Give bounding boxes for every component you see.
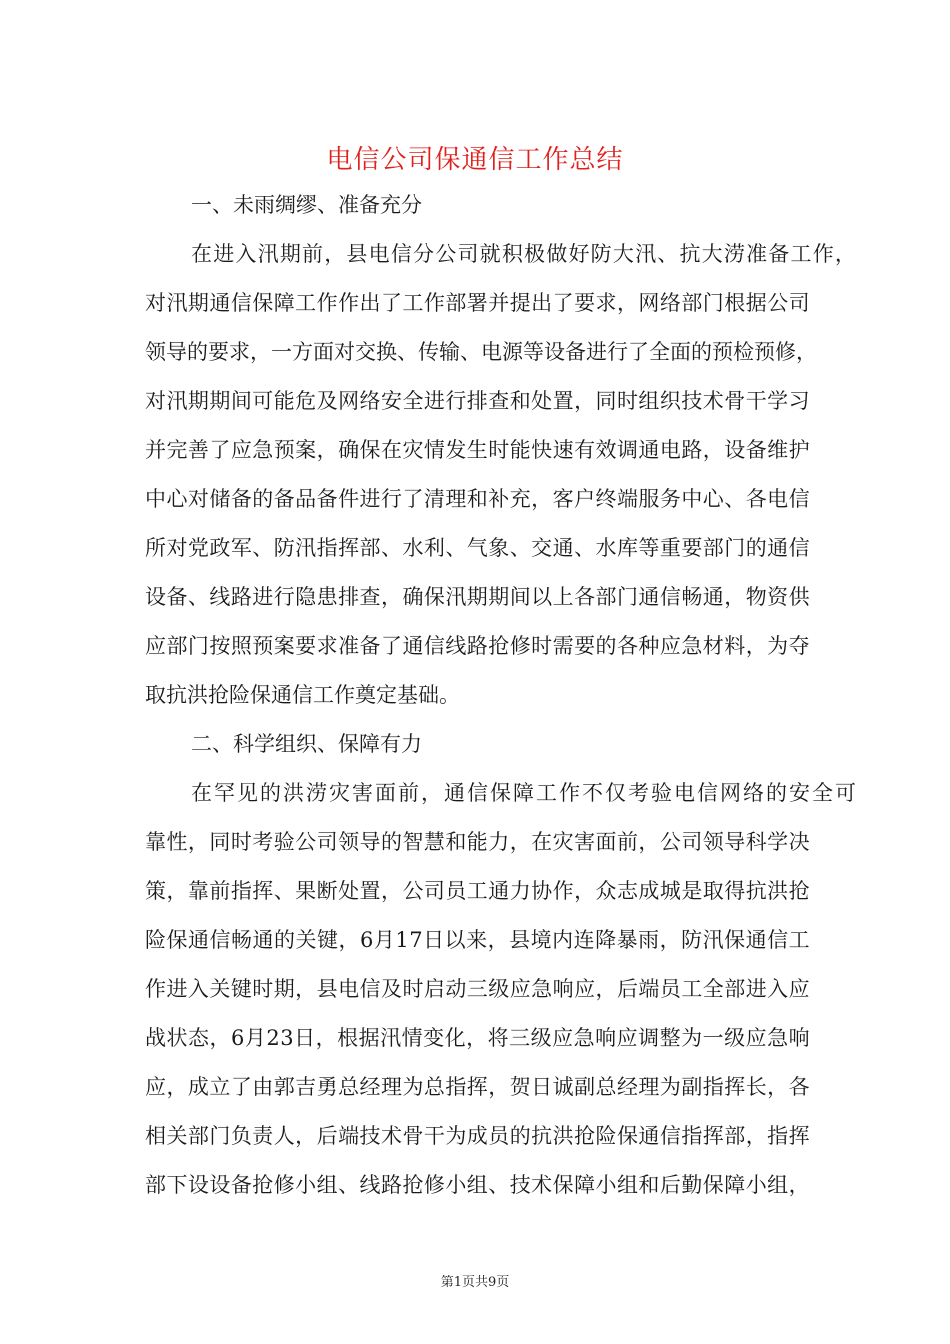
- section-heading-2: 二、科学组织、保障有力: [191, 732, 422, 756]
- page-footer: 第1页共9页: [440, 1275, 510, 1290]
- paragraph-line: 部 下 设 设 备 抢 修 小 组 、 线 路 抢 修 小 组 、 技 术 保 障 小 组 和 后 勤 保 障 小 组 ，: [145, 1173, 810, 1197]
- paragraph-line: 靠 性 ， 同 时 考 验 公 司 领 导 的 智 慧 和 能 力 ， 在 灾 害 面 前 ， 公 司 领 导 科 学 决: [145, 830, 810, 854]
- paragraph-line: 设 备 、 线 路 进 行 隐 患 排 查 ， 确 保 汛 期 期 间 以 上 各 部 门 通 信 畅 通 ， 物 资 供: [145, 585, 810, 609]
- paragraph-line: 在 进 入 汛 期 前 ， 县 电 信 分 公 司 就 积 极 做 好 防 大 汛 、 抗 大 涝 准 备 工 作 ，: [191, 242, 856, 266]
- section-heading-1: 一、未雨绸缪、准备充分: [191, 193, 422, 217]
- paragraph-line: 对 汛 期 期 间 可 能 危 及 网 络 安 全 进 行 排 查 和 处 置 ， 同 时 组 织 技 术 骨 干 学 习: [145, 389, 810, 413]
- paragraph-line: 中 心 对 储 备 的 备 品 备 件 进 行 了 清 理 和 补 充 ， 客 户 终 端 服 务 中 心 、 各 电 信: [145, 487, 810, 511]
- paragraph-line: 作 进 入 关 键 时 期 ， 县 电 信 及 时 启 动 三 级 应 急 响 应 ， 后 端 员 工 全 部 进 入 应: [145, 977, 810, 1001]
- paragraph-line: 所 对 党 政 军 、 防 汛 指 挥 部 、 水 利 、 气 象 、 交 通 、 水 库 等 重 要 部 门 的 通 信: [145, 536, 810, 560]
- paragraph-line: 取抗洪抢险保通信工作奠定基础。: [145, 683, 460, 707]
- paragraph-line: 在 罕 见 的 洪 涝 灾 害 面 前 ， 通 信 保 障 工 作 不 仅 考 验 电 信 网 络 的 安 全 可: [191, 781, 856, 805]
- paragraph-line: 应 ， 成 立 了 由 郭 吉 勇 总 经 理 为 总 指 挥 ， 贺 日 诚 副 总 经 理 为 副 指 挥 长 ， 各: [145, 1075, 810, 1099]
- paragraph-line: 险 保 通 信 畅 通 的 关 键 ， 6 月 1 7 日 以 来 ， 县 境 内 连 降 暴 雨 ， 防 汛 保 通 信 工: [145, 928, 810, 952]
- paragraph-line: 相 关 部 门 负 责 人 ， 后 端 技 术 骨 干 为 成 员 的 抗 洪 抢 险 保 通 信 指 挥 部 ， 指 挥: [145, 1124, 810, 1148]
- paragraph-line: 并 完 善 了 应 急 预 案 ， 确 保 在 灾 情 发 生 时 能 快 速 有 效 调 通 电 路 ， 设 备 维 护: [145, 438, 810, 462]
- paragraph-line: 对 汛 期 通 信 保 障 工 作 作 出 了 工 作 部 署 并 提 出 了 要 求 ， 网 络 部 门 根 据 公 司: [145, 291, 810, 315]
- paragraph-line: 策 ， 靠 前 指 挥 、 果 断 处 置 ， 公 司 员 工 通 力 协 作 ， 众 志 成 城 是 取 得 抗 洪 抢: [145, 879, 810, 903]
- paragraph-line: 应 部 门 按 照 预 案 要 求 准 备 了 通 信 线 路 抢 修 时 需 要 的 各 种 应 急 材 料 ， 为 夺: [145, 634, 810, 658]
- paragraph-line: 领 导 的 要 求 ， 一 方 面 对 交 换 、 传 输 、 电 源 等 设 备 进 行 了 全 面 的 预 检 预 修 ，: [145, 340, 817, 364]
- document-title: 电信公司保通信工作总结: [326, 145, 624, 175]
- paragraph-line: 战 状 态 ， 6 月 2 3 日 ， 根 据 汛 情 变 化 ， 将 三 级 应 急 响 应 调 整 为 一 级 应 急 响: [145, 1026, 810, 1050]
